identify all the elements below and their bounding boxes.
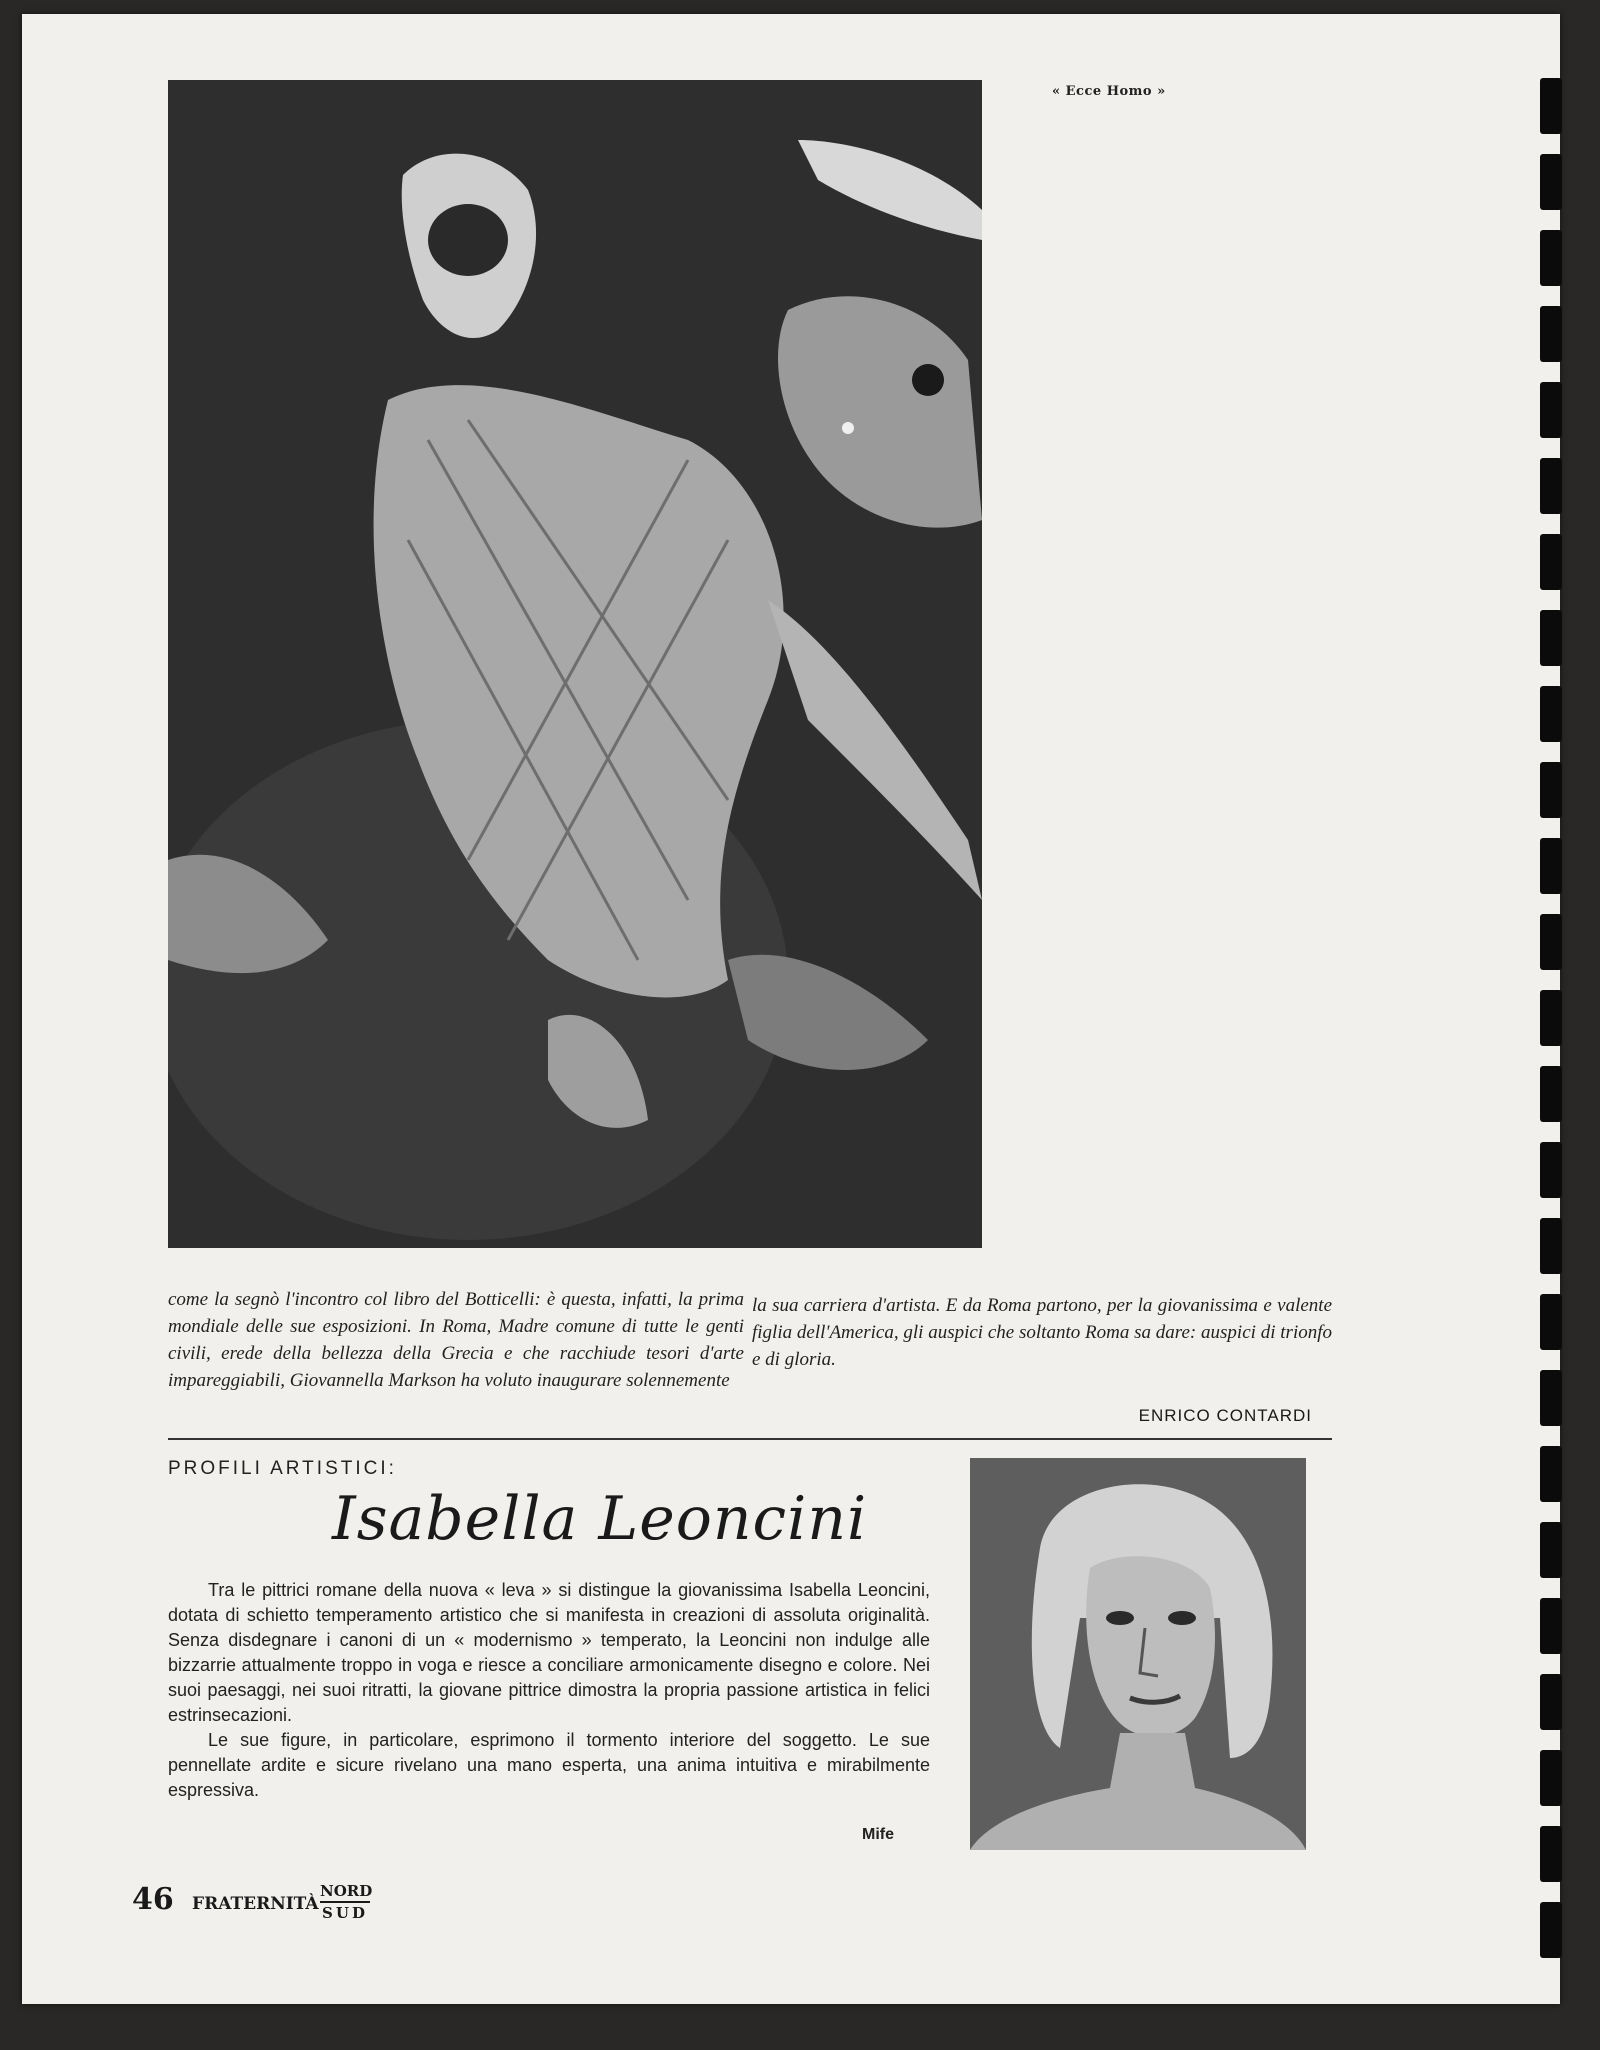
binding-hole	[1540, 1370, 1562, 1426]
binding-hole	[1540, 1218, 1562, 1274]
binding-hole	[1540, 1066, 1562, 1122]
profile-paragraph-2: Le sue figure, in particolare, esprimono il tormento interiore del soggetto. Le sue pennellate ardite e sicure rivelano una mano esperta, una anima intuitiva e mirabilmente espressiva.	[168, 1730, 930, 1800]
portrait-painting	[970, 1458, 1306, 1850]
binding-hole	[1540, 230, 1562, 286]
binding-hole	[1540, 306, 1562, 362]
binding-hole	[1540, 1750, 1562, 1806]
profile-paragraph-1: Tra le pittrici romane della nuova « leva » si distingue la giovanissima Isabella Leoncini, dotata di schietto temperamento artistico che si manifesta in creazioni di assoluta originalità. Senza disdegnare i canoni di un « modernismo » temperato, la Leoncini non indulge alle bizzarrie attualmente troppo in voga e riesce a conciliare armonicamente disegno e colore. Nei suoi paesaggi, nei suoi ritratti, la giovane pittrice dimostra la propria passione artistica in felici estrinsecazioni.	[168, 1580, 930, 1725]
binding-hole	[1540, 1826, 1562, 1882]
binding-hole	[1540, 610, 1562, 666]
binding-hole	[1540, 1598, 1562, 1654]
binding-hole	[1540, 914, 1562, 970]
binding-hole	[1540, 1446, 1562, 1502]
binding-hole	[1540, 458, 1562, 514]
masthead-main: FRATERNITÀ	[192, 1894, 319, 1914]
artist-name-heading: Isabella Leoncini	[332, 1484, 868, 1554]
binding-hole	[1540, 838, 1562, 894]
binding-hole	[1540, 762, 1562, 818]
article-author: ENRICO CONTARDI	[1138, 1406, 1312, 1425]
profile-body	[168, 1578, 930, 1803]
magazine-page	[22, 14, 1560, 2004]
painting-caption: « Ecce Homo »	[1052, 84, 1166, 99]
magazine-masthead	[192, 1880, 412, 1930]
masthead-nord: NORD	[320, 1882, 370, 1903]
page-number: 46	[132, 1882, 174, 1917]
masthead-sud: SUD	[322, 1904, 368, 1922]
article-left-column: come la segnò l'incontro col libro del Botticelli: è questa, infatti, la prima mondiale delle sue esposizioni. In Roma, Madre comune di tutte le genti civili, erede della bellezza della Grecia e che racchiude tesori d'arte impareggiabili, Giovannella Markson ha voluto inaugurare solennemente	[168, 1289, 744, 1391]
binding-hole	[1540, 990, 1562, 1046]
binding-hole	[1540, 1294, 1562, 1350]
section-label: PROFILI ARTISTICI:	[168, 1458, 397, 1479]
binding-hole	[1540, 534, 1562, 590]
binding-hole	[1540, 1142, 1562, 1198]
profile-author: Mife	[862, 1826, 894, 1843]
binding-hole	[1540, 382, 1562, 438]
binding-hole	[1540, 154, 1562, 210]
binding-hole	[1540, 686, 1562, 742]
binding-hole	[1540, 1522, 1562, 1578]
binding-hole	[1540, 78, 1562, 134]
binding-hole	[1540, 1674, 1562, 1730]
binding-hole	[1540, 1902, 1562, 1958]
section-divider	[168, 1438, 1332, 1440]
binding-holes	[1540, 78, 1564, 1978]
ecce-homo-painting	[168, 80, 982, 1248]
article-right-column: la sua carriera d'artista. E da Roma partono, per la giovanissima e valente figlia dell'America, gli auspici che soltanto Roma sa dare: auspici di trionfo e di gloria.	[752, 1295, 1332, 1370]
